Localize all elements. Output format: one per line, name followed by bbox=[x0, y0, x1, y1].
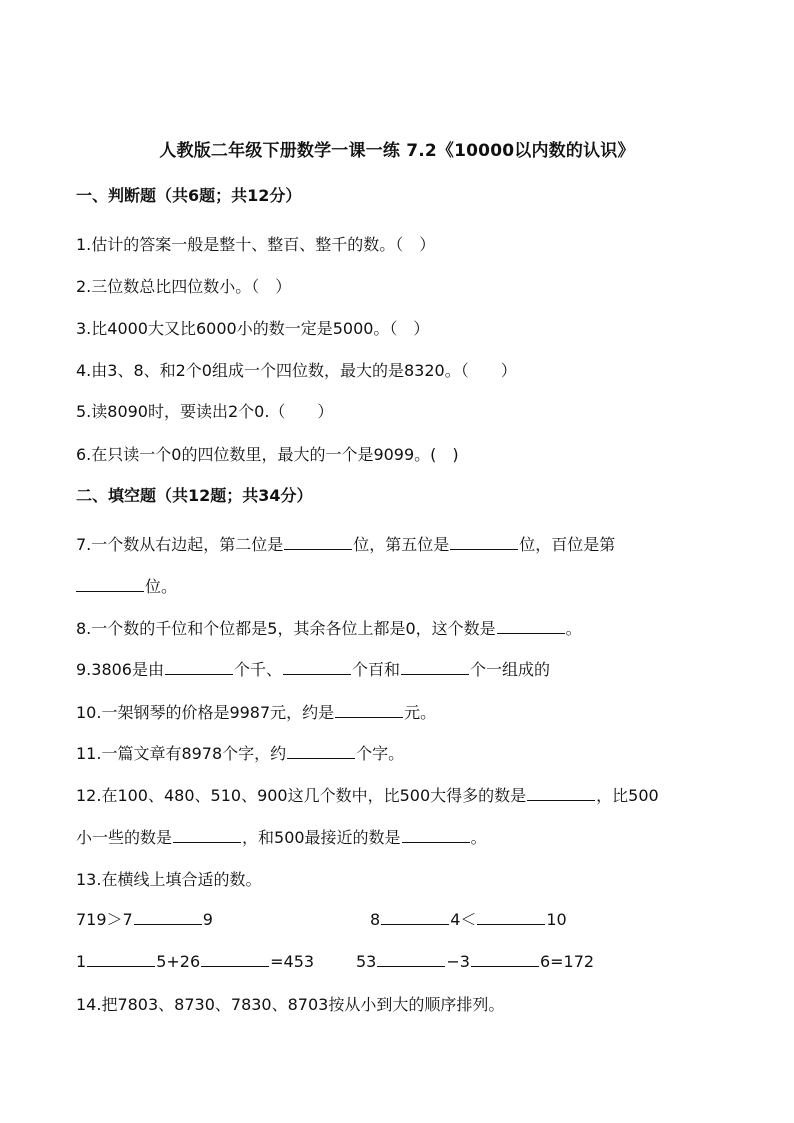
answer-blank[interactable] bbox=[381, 910, 449, 925]
answer-blank[interactable] bbox=[165, 660, 233, 675]
question-10 bbox=[76, 703, 736, 723]
q13-r2-text-f: 6=172 bbox=[539, 952, 595, 971]
question-14: 14.把7803、8730、7830、8703按从小到大的顺序排列。 bbox=[76, 995, 505, 1014]
answer-blank[interactable] bbox=[477, 910, 545, 925]
question-7 bbox=[76, 535, 736, 555]
question-9 bbox=[76, 660, 736, 680]
question-4: 4.由3、8、和2个0组成一个四位数，最大的是8320。（ ） bbox=[76, 361, 517, 380]
question-12-text-b: ，比500 bbox=[596, 786, 659, 805]
answer-blank[interactable] bbox=[134, 910, 202, 925]
question-9-text-b: 个千、 bbox=[234, 660, 283, 679]
question-8 bbox=[76, 619, 736, 639]
answer-blank[interactable] bbox=[283, 660, 351, 675]
section-1-heading: 一、判断题（共6题；共12分） bbox=[76, 186, 302, 205]
answer-blank[interactable] bbox=[87, 952, 155, 967]
question-12-text-e: 。 bbox=[470, 828, 487, 847]
answer-blank[interactable] bbox=[335, 703, 403, 718]
answer-blank[interactable] bbox=[401, 660, 469, 675]
question-13-row-1-right bbox=[370, 910, 730, 930]
answer-blank[interactable] bbox=[201, 952, 269, 967]
question-7-text-b: 位，第五位是 bbox=[353, 535, 450, 554]
answer-blank[interactable] bbox=[377, 952, 445, 967]
question-13-row-1-left bbox=[76, 910, 356, 930]
question-2: 2.三位数总比四位数小。（ ） bbox=[76, 277, 292, 296]
question-9-text-d: 个一组成的 bbox=[470, 660, 551, 679]
answer-blank[interactable] bbox=[287, 744, 355, 759]
question-12-text-a: 12.在100、480、510、900这几个数中，比500大得多的数是 bbox=[76, 786, 527, 805]
question-10-text-a: 10.一架钢琴的价格是9987元，约是 bbox=[76, 703, 335, 722]
section-2-heading: 二、填空题（共12题；共34分） bbox=[76, 486, 313, 505]
question-1: 1.估计的答案一般是整十、整百、整千的数。（ ） bbox=[76, 235, 436, 254]
q13-r2-text-c: =453 bbox=[270, 952, 315, 971]
question-11 bbox=[76, 744, 736, 764]
question-11-text-a: 11.一篇文章有8978个字，约 bbox=[76, 744, 287, 763]
q13-r1-text-a: 719＞7 bbox=[76, 910, 133, 929]
answer-blank[interactable] bbox=[402, 828, 470, 843]
question-7-cont bbox=[76, 577, 736, 597]
page-title: 人教版二年级下册数学一课一练 7.2《10000以内数的认识》 bbox=[159, 141, 635, 161]
q13-r2-text-d: 53 bbox=[356, 952, 377, 971]
q13-r1-text-d: 4＜ bbox=[450, 910, 477, 929]
answer-blank[interactable] bbox=[471, 952, 539, 967]
answer-blank[interactable] bbox=[450, 535, 518, 550]
question-8-text-b: 。 bbox=[565, 619, 582, 638]
question-9-text-a: 9.3806是由 bbox=[76, 660, 164, 679]
question-13-row-2-right bbox=[356, 952, 736, 972]
q13-r2-text-e: −3 bbox=[446, 952, 470, 971]
answer-blank[interactable] bbox=[527, 786, 595, 801]
question-7-text-d: 位。 bbox=[145, 577, 178, 596]
question-6: 6.在只读一个0的四位数里，最大的一个是9099。( ) bbox=[76, 445, 459, 464]
question-11-text-b: 个字。 bbox=[356, 744, 405, 763]
question-12-text-c: 小一些的数是 bbox=[76, 828, 173, 847]
answer-blank[interactable] bbox=[173, 828, 241, 843]
question-7-text-a: 7.一个数从右边起，第二位是 bbox=[76, 535, 284, 554]
q13-r1-text-c: 8 bbox=[370, 910, 381, 929]
question-5: 5.读8090时，要读出2个0.（ ） bbox=[76, 402, 334, 421]
answer-blank[interactable] bbox=[284, 535, 352, 550]
question-10-text-b: 元。 bbox=[404, 703, 437, 722]
q13-r1-text-e: 10 bbox=[546, 910, 567, 929]
q13-r2-text-a: 1 bbox=[76, 952, 87, 971]
question-9-text-c: 个百和 bbox=[352, 660, 401, 679]
question-3: 3.比4000大又比6000小的数一定是5000。（ ） bbox=[76, 319, 430, 338]
question-7-text-c: 位，百位是第 bbox=[519, 535, 616, 554]
question-12-cont bbox=[76, 828, 736, 848]
question-12 bbox=[76, 786, 736, 806]
question-12-text-d: ，和500最接近的数是 bbox=[242, 828, 401, 847]
answer-blank[interactable] bbox=[76, 577, 144, 592]
question-13-row-2-left bbox=[76, 952, 346, 972]
q13-r1-text-b: 9 bbox=[202, 910, 213, 929]
question-8-text-a: 8.一个数的千位和个位都是5，其余各位上都是0，这个数是 bbox=[76, 619, 496, 638]
answer-blank[interactable] bbox=[497, 619, 565, 634]
question-13: 13.在横线上填合适的数。 bbox=[76, 870, 262, 889]
q13-r2-text-b: 5+26 bbox=[156, 952, 201, 971]
